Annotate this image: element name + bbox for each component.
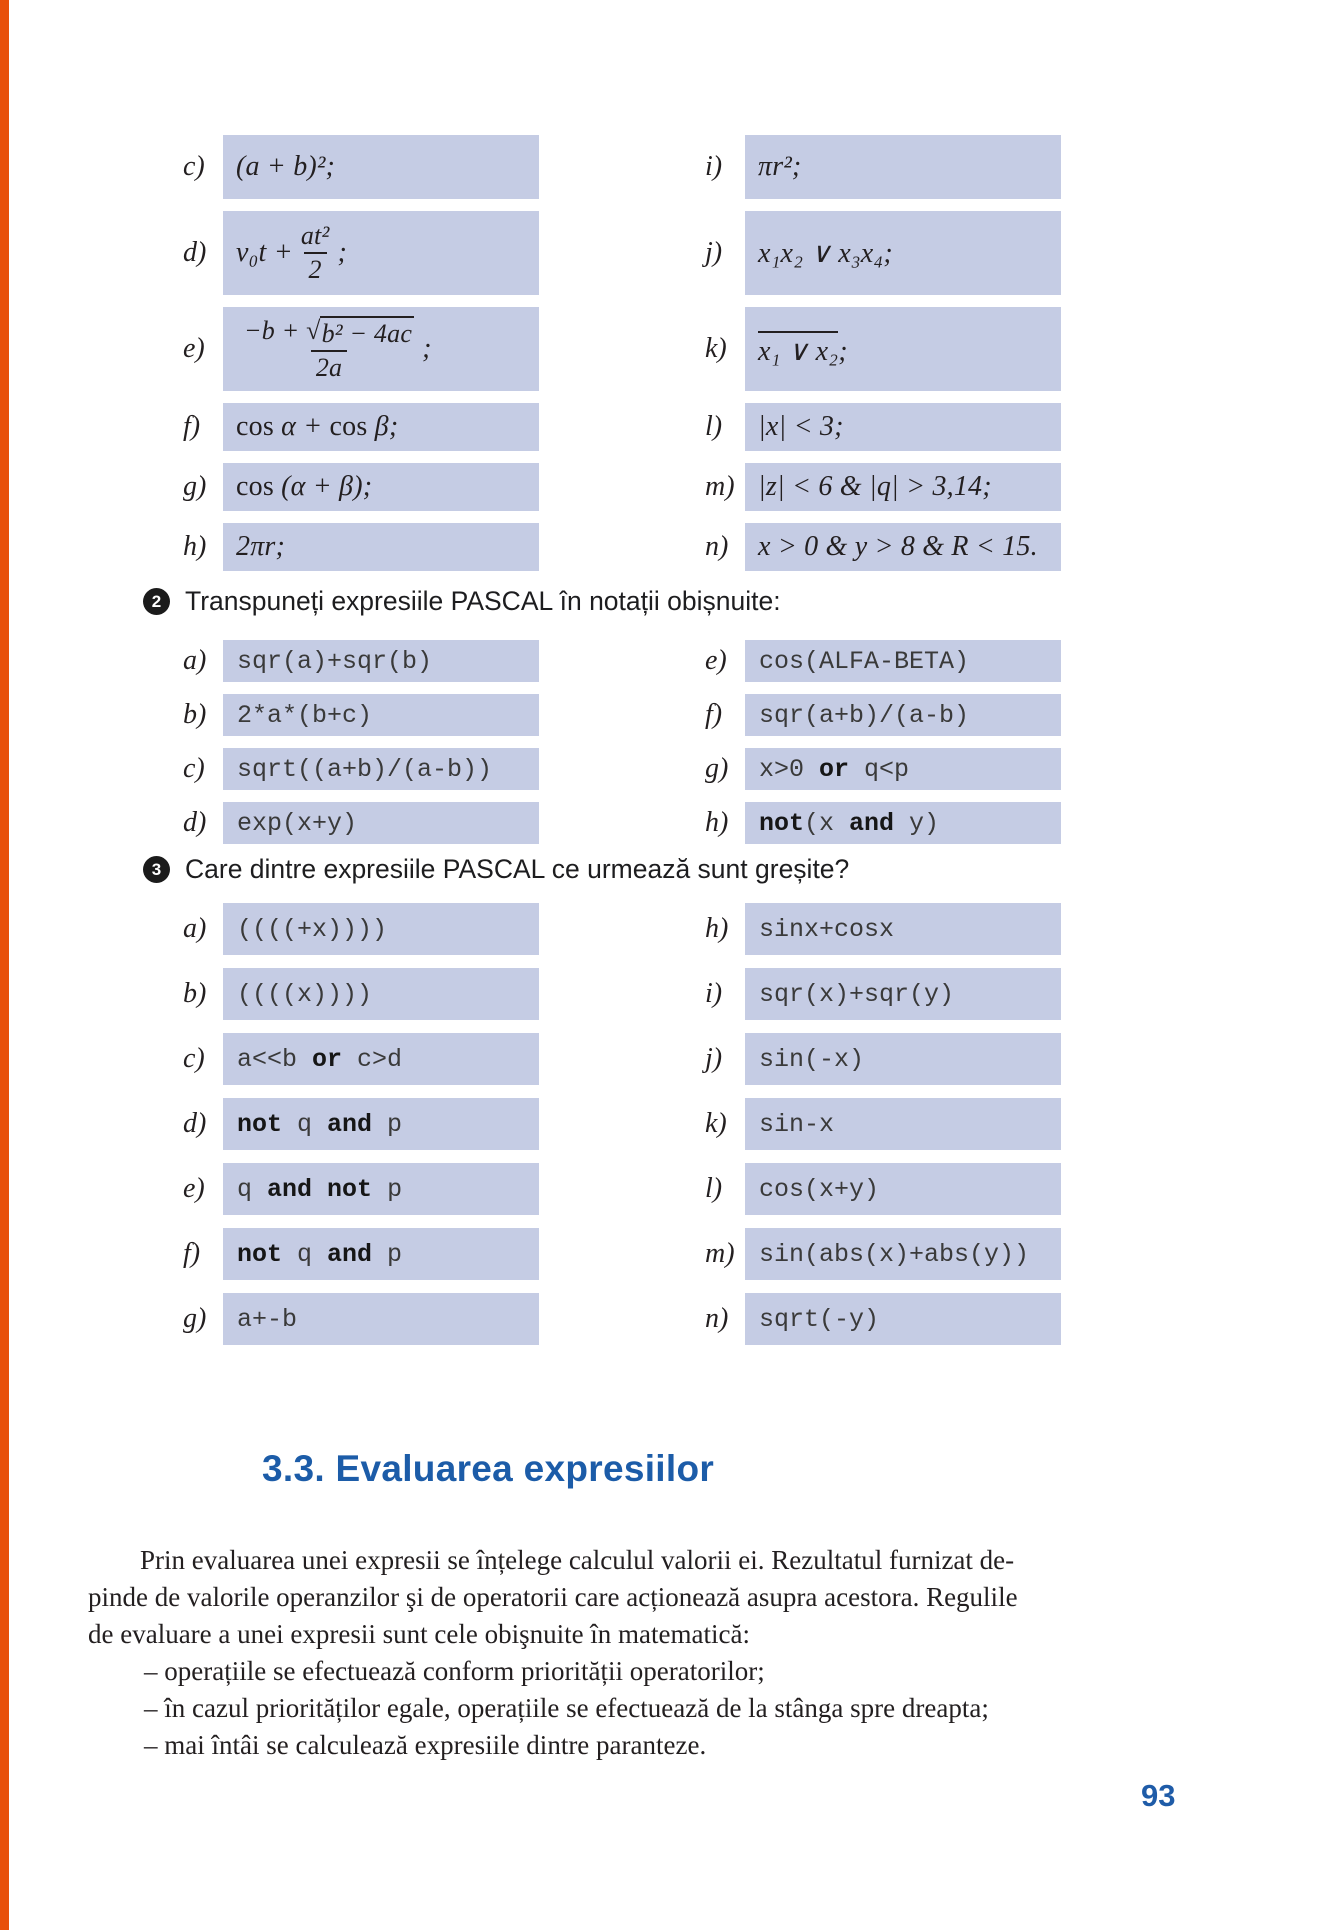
math-item-row (705, 523, 1061, 571)
square-root (306, 316, 414, 349)
pascal-item-row (705, 1098, 1061, 1150)
overline-expression: x₁ ∨ x₂ (758, 331, 838, 368)
expression-box (745, 403, 1061, 451)
pascal-code: sin(abs(x)+abs(y)) (759, 1239, 1030, 1269)
roman-text: cos (329, 411, 368, 442)
paragraph-line: de evaluare a unei expresii sunt cele obişnuite în matematică: (88, 1619, 750, 1649)
roman-text: cos (236, 471, 274, 502)
fraction-prefix: v₀t + (236, 237, 293, 268)
exercise3-section (0, 854, 1339, 1354)
code-box (223, 802, 539, 844)
item-label: e) (183, 1173, 205, 1204)
pascal-code: cos(ALFA-BETA) (759, 646, 970, 676)
math-expression: |z| < 6 & |q| > 3,14; (758, 471, 992, 502)
pascal-code: x>0 or q<p (759, 754, 910, 784)
code-box (223, 1293, 539, 1345)
body-paragraph (88, 1542, 1188, 1764)
math-item-row (183, 523, 539, 571)
item-label: d) (183, 807, 207, 838)
math-item-row (183, 211, 539, 295)
pascal-code: sinx+cosx (759, 914, 895, 944)
pascal-item-row (705, 802, 1061, 844)
pascal-item-row (705, 1163, 1061, 1215)
exercise3-title: Care dintre expresiile PASCAL ce urmează sunt greșite? (185, 854, 850, 884)
item-label: f) (183, 1238, 201, 1269)
item-label: b) (183, 699, 207, 730)
item-label: a) (183, 645, 207, 676)
item-label: f) (705, 699, 723, 730)
item-label: c) (183, 1043, 205, 1074)
code-box (223, 968, 539, 1020)
item-label: f) (183, 411, 201, 442)
fraction-suffix: ; (422, 333, 432, 364)
radical-sign-icon: √ (306, 315, 321, 345)
code-box (223, 1098, 539, 1150)
code-box (745, 748, 1061, 790)
math-item-row (705, 135, 1061, 199)
pascal-code: sqrt(-y) (759, 1304, 880, 1334)
code-box (745, 694, 1061, 736)
math-item-row (705, 403, 1061, 451)
code-box (745, 1033, 1061, 1085)
code-box (223, 1033, 539, 1085)
item-label: m) (705, 1238, 735, 1269)
pascal-code: sqr(a)+sqr(b) (237, 646, 433, 676)
expression-box (745, 307, 1061, 391)
pascal-code: sqr(x)+sqr(y) (759, 979, 955, 1009)
math-expression: |x| < 3; (758, 411, 844, 442)
pascal-item-row (183, 694, 539, 736)
math-expression: cos α + cos β; (236, 411, 399, 442)
paragraph-bullet-line: – în cazul priorităților egale, operațiile se efectuează de la stânga spre dreapta; (144, 1693, 989, 1723)
exercise2-title: Transpuneți expresiile PASCAL în notații obișnuite: (185, 586, 781, 616)
pascal-item-row (705, 1293, 1061, 1345)
code-box (745, 1228, 1061, 1280)
pascal-code: exp(x+y) (237, 808, 358, 838)
pascal-item-row (183, 1293, 539, 1345)
pascal-code: not q and p (237, 1239, 403, 1269)
exercise3-right-column (705, 903, 1061, 1345)
pascal-code: sin(-x) (759, 1044, 865, 1074)
pascal-code: a<<b or c>d (237, 1044, 403, 1074)
item-label: j) (705, 237, 723, 268)
expression-box (223, 135, 539, 199)
pascal-item-row (705, 968, 1061, 1020)
pascal-item-row (183, 1228, 539, 1280)
item-label: i) (705, 151, 723, 182)
pascal-item-row (183, 640, 539, 682)
paragraph-line: Prin evaluarea unei expresii se înțelege calculul valorii ei. Rezultatul furnizat de- (140, 1545, 1015, 1575)
code-box (223, 640, 539, 682)
math-expression: x₁x₂ ∨ x₃x₄; (758, 238, 893, 269)
math-item-row (183, 463, 539, 511)
math-right-column (705, 135, 1061, 571)
pascal-code: cos(x+y) (759, 1174, 880, 1204)
expression-box (223, 463, 539, 511)
pascal-item-row (183, 1098, 539, 1150)
math-expression: πr²; (758, 151, 802, 182)
item-label: d) (183, 1108, 207, 1139)
math-expression: x₁ ∨ x₂; (758, 331, 848, 368)
exercise3-header (143, 854, 1339, 885)
item-label: g) (183, 471, 207, 502)
code-box (745, 1098, 1061, 1150)
exercise2-right-column (705, 640, 1061, 844)
pascal-code: sin-x (759, 1109, 835, 1139)
fraction-denominator: 2a (311, 350, 347, 383)
page-number: 93 (1141, 1778, 1176, 1813)
math-item-row (705, 463, 1061, 511)
item-label: c) (183, 151, 205, 182)
code-box (745, 640, 1061, 682)
pascal-code: ((((x)))) (237, 979, 373, 1009)
item-label: d) (183, 237, 207, 268)
fraction-numerator: at² (300, 221, 330, 251)
fraction (239, 316, 419, 383)
item-label: j) (705, 1043, 723, 1074)
pascal-code: sqr(a+b)/(a-b) (759, 700, 970, 730)
code-box (745, 903, 1061, 955)
paragraph-bullet-line: – operațiile se efectuează conform priorității operatorilor; (144, 1656, 765, 1686)
item-label: k) (705, 333, 727, 364)
math-expression: (a + b)²; (236, 151, 336, 182)
math-item-row (183, 307, 539, 391)
numerator-prefix: −b + (244, 315, 307, 345)
item-label: e) (705, 645, 727, 676)
math-expression: 2πr; (236, 531, 286, 562)
item-label: h) (183, 531, 207, 562)
exercise3-number-bullet: 3 (143, 856, 170, 883)
radicand: b² − 4ac (320, 316, 414, 349)
pascal-code: sqrt((a+b)/(a-b)) (237, 754, 493, 784)
item-label: a) (183, 913, 207, 944)
code-box (223, 903, 539, 955)
code-box (745, 1163, 1061, 1215)
expression-box (223, 403, 539, 451)
item-label: l) (705, 1173, 723, 1204)
fraction-suffix: ; (337, 237, 347, 268)
code-box (223, 748, 539, 790)
item-label: n) (705, 1303, 729, 1334)
pascal-code: not q and p (237, 1109, 403, 1139)
math-item-row (183, 403, 539, 451)
pascal-code: 2*a*(b+c) (237, 700, 373, 730)
item-label: g) (183, 1303, 207, 1334)
pascal-item-row (183, 802, 539, 844)
paragraph-bullet-line: – mai întâi se calculează expresiile dintre paranteze. (144, 1730, 707, 1760)
section-heading: 3.3. Evaluarea expresiilor (262, 1448, 715, 1489)
expression-box (223, 307, 539, 391)
expression-box (223, 211, 539, 295)
exercise2-header (143, 586, 1339, 617)
item-label: e) (183, 333, 205, 364)
pascal-item-row (183, 968, 539, 1020)
math-expression: x > 0 & y > 8 & R < 15. (758, 531, 1038, 562)
exercise3-left-column (183, 903, 539, 1345)
fraction (296, 221, 335, 285)
item-label: m) (705, 471, 735, 502)
math-left-column (183, 135, 539, 571)
code-box (223, 1163, 539, 1215)
item-label: h) (705, 807, 729, 838)
fraction-numerator (239, 316, 419, 350)
pascal-item-row (183, 1033, 539, 1085)
fraction-denominator: 2 (304, 252, 327, 285)
item-label: c) (183, 753, 205, 784)
pascal-item-row (705, 694, 1061, 736)
exercise2-left-column (183, 640, 539, 844)
exercise2-number-bullet: 2 (143, 588, 170, 615)
expression-box (745, 463, 1061, 511)
code-box (223, 694, 539, 736)
pascal-code: not(x and y) (759, 808, 940, 838)
code-box (223, 1228, 539, 1280)
math-item-row (705, 307, 1061, 391)
pascal-item-row (705, 640, 1061, 682)
pascal-item-row (183, 748, 539, 790)
math-item-row (705, 211, 1061, 295)
item-label: n) (705, 531, 729, 562)
pascal-item-row (183, 1163, 539, 1215)
code-box (745, 968, 1061, 1020)
exercise2-section (0, 586, 1339, 886)
pascal-code: ((((+x)))) (237, 914, 388, 944)
code-box (745, 802, 1061, 844)
item-label: g) (705, 753, 729, 784)
pascal-item-row (705, 1228, 1061, 1280)
item-label: i) (705, 978, 723, 1009)
code-box (745, 1293, 1061, 1345)
pascal-code: q and not p (237, 1174, 403, 1204)
math-expression (236, 221, 347, 285)
pascal-code: a+-b (237, 1304, 298, 1334)
pascal-item-row (705, 1033, 1061, 1085)
pascal-item-row (183, 903, 539, 955)
expression-box (223, 523, 539, 571)
paragraph-line: pinde de valorile operanzilor şi de operatorii care acționează asupra acestora. Regulile (88, 1582, 1018, 1612)
expression-box (745, 135, 1061, 199)
pascal-item-row (705, 903, 1061, 955)
item-label: l) (705, 411, 723, 442)
item-label: k) (705, 1108, 727, 1139)
roman-text: cos (236, 411, 274, 442)
math-item-row (183, 135, 539, 199)
expression-box (745, 523, 1061, 571)
expression-box (745, 211, 1061, 295)
math-expression (236, 316, 432, 383)
math-expression: cos (α + β); (236, 471, 373, 502)
pascal-item-row (705, 748, 1061, 790)
item-label: h) (705, 913, 729, 944)
item-label: b) (183, 978, 207, 1009)
